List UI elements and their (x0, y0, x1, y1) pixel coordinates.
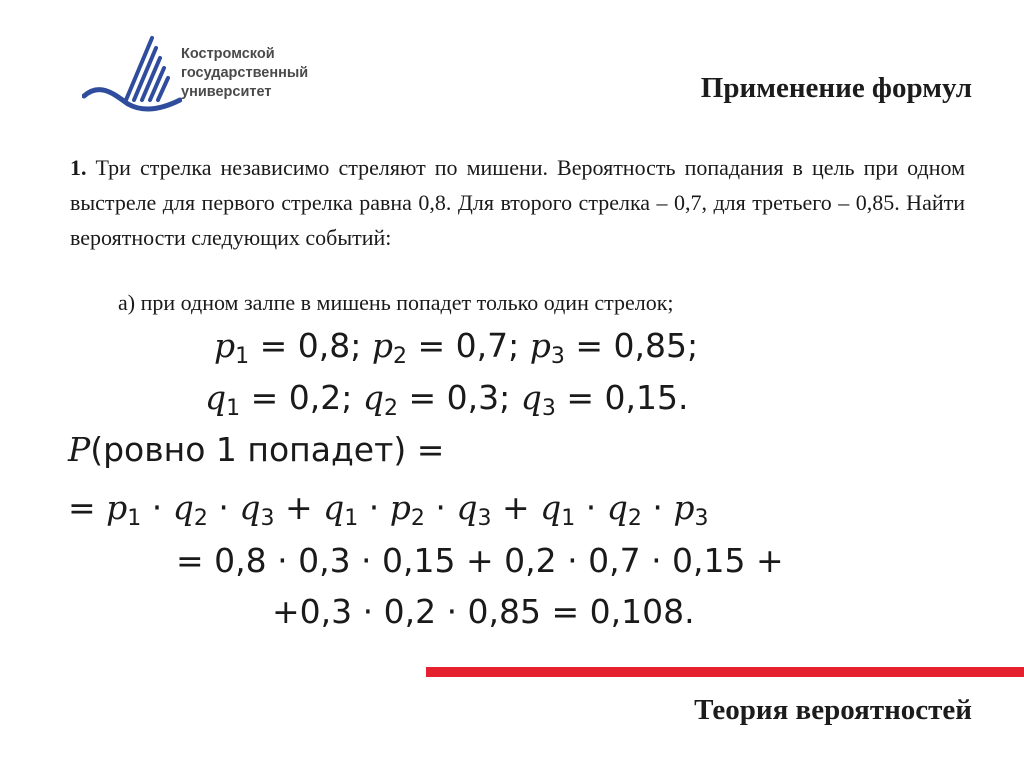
problem-text: Три стрелка независимо стреляют по мишени. Вероятность попадания в цель при одном выстреле для первого стрелка равна 0,8. Для второго стрелка – 0,7, для третьего – 0,85. Найти вероятности следующих событий: (70, 155, 966, 250)
p1-value: 0,8 (297, 326, 351, 365)
university-name (181, 45, 308, 102)
problem-number: 1. (70, 155, 87, 180)
q1-value: 0,2 (288, 378, 342, 417)
numeric-substitution-line-1: = 0,8 · 0,3 · 0,15 + 0,2 · 0,7 · 0,15 + (176, 541, 784, 580)
university-name-line-1: Костромской (181, 46, 275, 62)
q3-value: 0,15 (604, 378, 678, 417)
p3-value: 0,85 (613, 326, 687, 365)
given-probabilities-p: $p_1 = 0,8$; $p_2 = 0,7$; $p_3 = 0,85$; (214, 326, 699, 369)
symbolic-formula: = $p_1 \cdot q_2 \cdot q_3 + q_1 \cdot p_2 \cdot q_3 + q_1 \cdot q_2 \cdot p_3$ (68, 488, 709, 531)
university-name-line-3: университет (181, 84, 272, 100)
slide-title: Применение формул (700, 72, 972, 104)
footer-divider (426, 667, 1024, 677)
problem-statement (70, 150, 965, 255)
university-logo (82, 34, 182, 114)
course-name: Теория вероятностей (694, 694, 972, 726)
event-label: (ровно 1 попадет) = (90, 430, 445, 469)
q2-value: 0,3 (446, 378, 500, 417)
subquestion-a: а) при одном залпе в мишень попадет только один стрелок; (118, 290, 674, 315)
p2-value: 0,7 (455, 326, 509, 365)
given-probabilities-q: $q_1 = 0,2$; $q_2 = 0,3$; $q_3 = 0,15$. (205, 378, 689, 421)
event-probability-expression: P(ровно 1 попадет) = (68, 430, 445, 469)
numeric-substitution-line-2: +0,3 · 0,2 · 0,85 = 0,108. (272, 592, 695, 631)
university-name-line-2: государственный (181, 65, 309, 81)
